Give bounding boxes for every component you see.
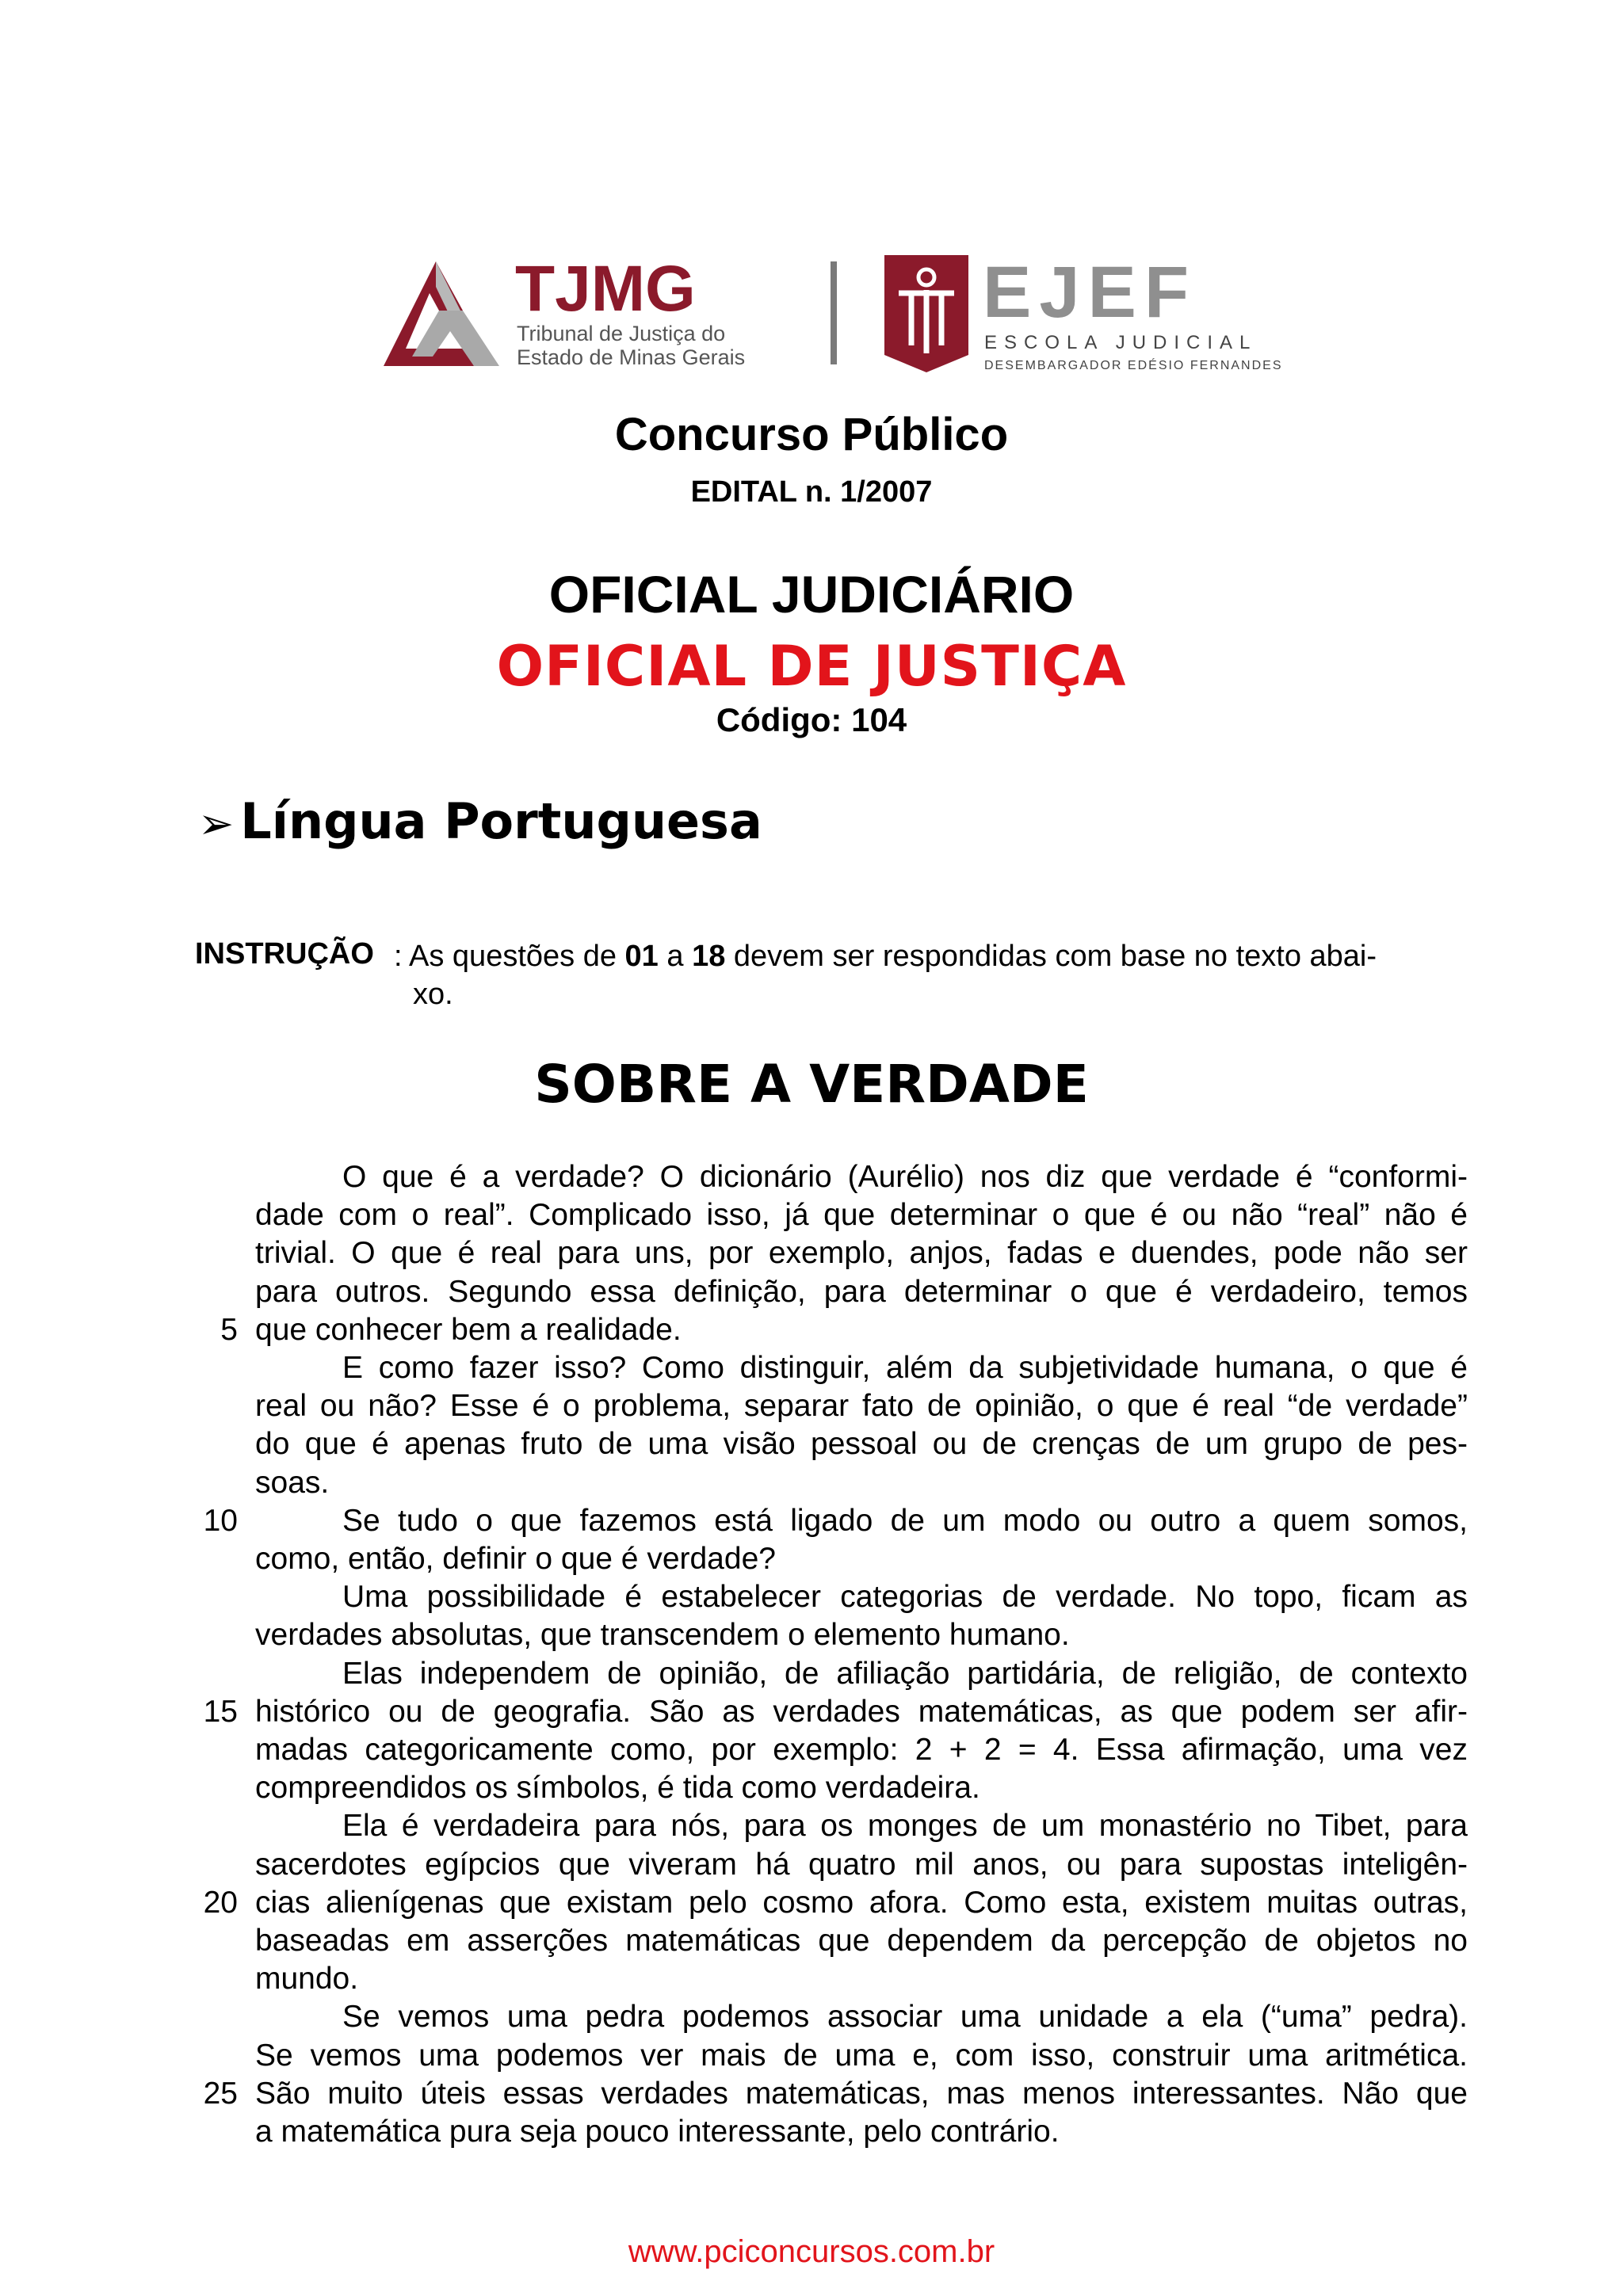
text-line: Uma possibilidade é estabelecer categorias de verdade. No topo, ficam as [342, 1580, 1468, 1615]
especialidade-title: OFICIAL DE JUSTIÇA [496, 634, 1127, 699]
text-line: cias alienígenas que existam pelo cosmo afora. Como esta, existem muitas outras, [255, 1885, 1468, 1920]
text-line: real ou não? Esse é o problema, separar fato de opinião, o que é real “de verdade” [255, 1389, 1468, 1424]
text-line: compreendidos os símbolos, é tida como verdadeira. [255, 1771, 980, 1806]
subject-heading [198, 792, 762, 850]
ejef-logo [880, 252, 1292, 375]
tjmg-name: TJMG [515, 255, 696, 325]
instruction-label: INSTRUÇÃO [195, 937, 374, 971]
text-line: sacerdotes egípcios que viveram há quatro mil anos, ou para supostas inteligên- [255, 1847, 1468, 1882]
text-line: soas. [255, 1465, 330, 1500]
logo-separator [831, 261, 837, 364]
text-line: Se vemos uma pedra podemos associar uma unidade a ela (“uma” pedra). [342, 2000, 1468, 2035]
text-line: como, então, definir o que é verdade? [255, 1542, 776, 1576]
text-line: que conhecer bem a realidade. [255, 1312, 682, 1347]
instruction-text: : As questões de 01 a 18 devem ser respondidas com base no texto abai- xo. [394, 940, 1377, 1011]
text-line: São muito úteis essas verdades matemáticas, mas menos interessantes. Não que [255, 2076, 1468, 2111]
cargo-title: OFICIAL JUDICIÁRIO [548, 565, 1075, 624]
line-number: 10 [203, 1503, 238, 1538]
text-line: E como fazer isso? Como distinguir, além da subjetividade humana, o que é [342, 1351, 1468, 1385]
edital-number: EDITAL n. 1/2007 [690, 475, 933, 509]
line-number: 25 [203, 2076, 238, 2111]
line-number: 5 [220, 1312, 238, 1347]
ejef-line2: DESEMBARGADOR EDÉSIO FERNANDES [984, 359, 1283, 372]
text-line: verdades absolutas, que transcendem o elemento humano. [255, 1618, 1070, 1653]
text-line: do que é apenas fruto de uma visão pessoal ou de crenças de um grupo de pes- [255, 1427, 1468, 1462]
ejef-name: EJEF [983, 252, 1197, 333]
text-line: Se vemos uma podemos ver mais de uma e, com isso, construir uma aritmética. [255, 2038, 1468, 2073]
text-line: madas categoricamente como, por exemplo: 2 + 2 = 4. Essa afirmação, uma vez [255, 1733, 1468, 1767]
text-line: dade com o real”. Complicado isso, já que determinar o que é ou não “real” não é [255, 1198, 1468, 1233]
arrow-bullet-icon: ➢ [198, 799, 235, 849]
text-line: para outros. Segundo essa definição, para determinar o que é verdadeiro, temos [255, 1274, 1468, 1309]
text-line: trivial. O que é real para uns, por exemplo, anjos, fadas e duendes, pode não ser [255, 1236, 1468, 1271]
text-line: histórico ou de geografia. São as verdades matemáticas, as que podem ser afir- [255, 1694, 1468, 1729]
subject-label: Língua Portuguesa [240, 792, 762, 850]
text-line: Se tudo o que fazemos está ligado de um modo ou outro a quem somos, [342, 1503, 1468, 1538]
tjmg-line1: Tribunal de Justiça do [517, 322, 726, 345]
text-line: Elas independem de opinião, de afiliação partidária, de religião, de contexto [342, 1656, 1468, 1691]
text-line: a matemática pura seja pouco interessante, pelo contrário. [255, 2115, 1060, 2149]
ejef-line1: ESCOLA JUDICIAL [984, 332, 1258, 353]
codigo-label: Código: 104 [716, 701, 907, 738]
text-line: mundo. [255, 1962, 359, 1997]
text-line: Ela é verdadeira para nós, para os monges de um monastério no Tibet, para [342, 1809, 1468, 1844]
text-title: SOBRE A VERDADE [534, 1054, 1089, 1115]
line-number: 20 [203, 1885, 238, 1920]
text-line: baseadas em asserções matemáticas que dependem da percepção de objetos no [255, 1924, 1468, 1958]
tjmg-line2: Estado de Minas Gerais [517, 345, 746, 369]
concurso-title: Concurso Público [614, 409, 1009, 460]
line-number: 15 [203, 1694, 238, 1729]
footer-url: www.pciconcursos.com.br [628, 2234, 995, 2269]
text-line: O que é a verdade? O dicionário (Aurélio) nos diz que verdade é “conformi- [342, 1160, 1468, 1194]
tjmg-logo [380, 255, 792, 374]
